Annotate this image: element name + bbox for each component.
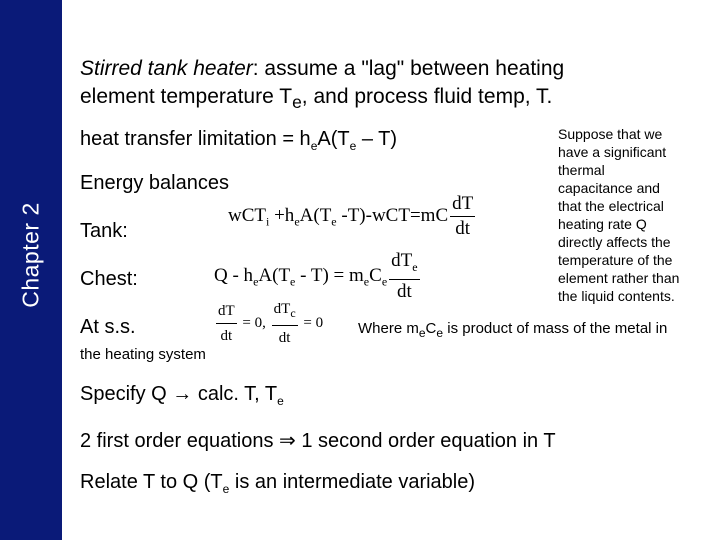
- where-note-rest: is product of mass of the metal in: [443, 320, 668, 337]
- chest-eq-mid2: - T) = m: [295, 264, 364, 286]
- side-note-line: capacitance and: [558, 180, 660, 196]
- tank-eq-sub-e1: e: [294, 214, 300, 229]
- first-order-line: [80, 428, 556, 453]
- chest-eq-mid: A(T: [258, 264, 291, 286]
- ss-fraction-1: [216, 300, 237, 347]
- ss-eq2: = 0: [299, 314, 324, 331]
- specify-line: [80, 383, 284, 408]
- ss-f2-num-main: dT: [273, 301, 291, 317]
- energy-balances-label: Energy balances: [80, 172, 229, 194]
- steady-state-label: At s.s.: [80, 316, 136, 338]
- tank-eq-sub-e2: e: [331, 214, 337, 229]
- tank-equation: [228, 193, 477, 240]
- chest-eq-fraction: [389, 250, 419, 303]
- chest-eq-numerator: [389, 250, 419, 280]
- side-note-line: that the electrical: [558, 198, 664, 214]
- tank-eq-lhs: wCT: [228, 204, 266, 226]
- chest-eq-lhs: Q - h: [214, 264, 254, 286]
- chest-eq-num-main: dT: [391, 250, 413, 271]
- where-note-c: C: [425, 320, 437, 337]
- heading-sub-e: e: [292, 92, 302, 113]
- chapter-sidebar: [0, 0, 62, 540]
- side-note-line: thermal: [558, 162, 605, 178]
- heat-transfer-sub-2: e: [349, 139, 357, 153]
- heat-transfer-line: [80, 128, 397, 153]
- tank-eq-denominator: dt: [455, 218, 471, 239]
- heading-line-2-end: , and process fluid temp, T.: [301, 85, 553, 108]
- chest-eq-denominator: dt: [396, 280, 412, 302]
- tank-eq-mid3: -T)-wCT=mC: [336, 204, 449, 226]
- side-note-line: directly affects the: [558, 234, 671, 250]
- where-note-sub-1: e: [418, 326, 426, 340]
- ss-f1-denominator: dt: [220, 328, 233, 344]
- where-note-continued: the heating system: [80, 346, 206, 363]
- first-order-rest: 1 second order equation in T: [295, 430, 556, 452]
- chest-eq-sub-e1: e: [253, 274, 259, 289]
- relate-prefix: Relate T to Q (T: [80, 471, 223, 493]
- where-note-sub-2: e: [436, 326, 444, 340]
- ss-f1-numerator: dT: [216, 300, 237, 324]
- heading-line-2-start: element temperature T: [80, 85, 293, 108]
- heat-transfer-prefix: heat transfer limitation = h: [80, 128, 311, 150]
- side-note-line: Suppose that we: [558, 126, 663, 142]
- chest-eq-sub-e2: e: [290, 274, 296, 289]
- implies-arrow-icon: ⇒: [279, 430, 296, 452]
- relate-rest: is an intermediate variable): [229, 471, 476, 493]
- side-note-line: element rather than: [558, 270, 680, 286]
- ss-fraction-2: [272, 298, 298, 349]
- relate-line: [80, 471, 475, 496]
- heat-transfer-end: – T): [356, 128, 398, 150]
- heading-line-1: [80, 55, 564, 83]
- side-note-line: the liquid contents.: [558, 288, 675, 304]
- slide-heading: [80, 55, 564, 116]
- chest-eq-num-sub: e: [412, 259, 418, 274]
- side-note-line: temperature of the: [558, 252, 673, 268]
- tank-eq-mid2: A(T: [299, 204, 332, 226]
- tank-label: Tank:: [80, 220, 128, 242]
- ss-f2-numerator: [272, 298, 298, 326]
- chest-equation: [214, 250, 422, 303]
- side-note: [558, 125, 696, 305]
- tank-eq-mid1: +h: [269, 204, 295, 226]
- tank-eq-sub-i: i: [266, 214, 270, 229]
- heading-line-1-rest: : assume a "lag" between heating: [252, 57, 565, 80]
- heat-transfer-mid: A(T: [317, 128, 350, 150]
- right-arrow-icon: →: [172, 383, 193, 405]
- specify-sub-e: e: [277, 394, 284, 408]
- chest-eq-sub-e4: e: [381, 274, 388, 289]
- heading-italic-title: Stirred tank heater: [80, 57, 253, 80]
- heat-transfer-sub-1: e: [310, 139, 318, 153]
- chest-eq-sub-e3: e: [363, 274, 370, 289]
- where-note: [358, 320, 667, 340]
- ss-eq1: = 0,: [238, 314, 266, 331]
- ss-f2-num-sub: c: [290, 306, 296, 320]
- chapter-label: Chapter 2: [17, 202, 44, 308]
- tank-eq-numerator: dT: [450, 193, 475, 217]
- specify-rest: calc. T, T: [192, 383, 278, 405]
- ss-f2-denominator: dt: [278, 330, 291, 346]
- heading-line-2: [80, 83, 564, 116]
- chest-eq-c: C: [369, 264, 382, 286]
- side-note-line: heating rate Q: [558, 216, 647, 232]
- first-order-prefix: 2 first order equations: [80, 430, 279, 452]
- chest-label: Chest:: [80, 268, 138, 290]
- where-note-prefix: Where m: [358, 320, 419, 337]
- relate-sub-e: e: [222, 482, 230, 496]
- steady-state-equation: [214, 298, 323, 349]
- specify-prefix: Specify Q: [80, 383, 173, 405]
- side-note-line: have a significant: [558, 144, 667, 160]
- tank-eq-fraction: [450, 193, 475, 240]
